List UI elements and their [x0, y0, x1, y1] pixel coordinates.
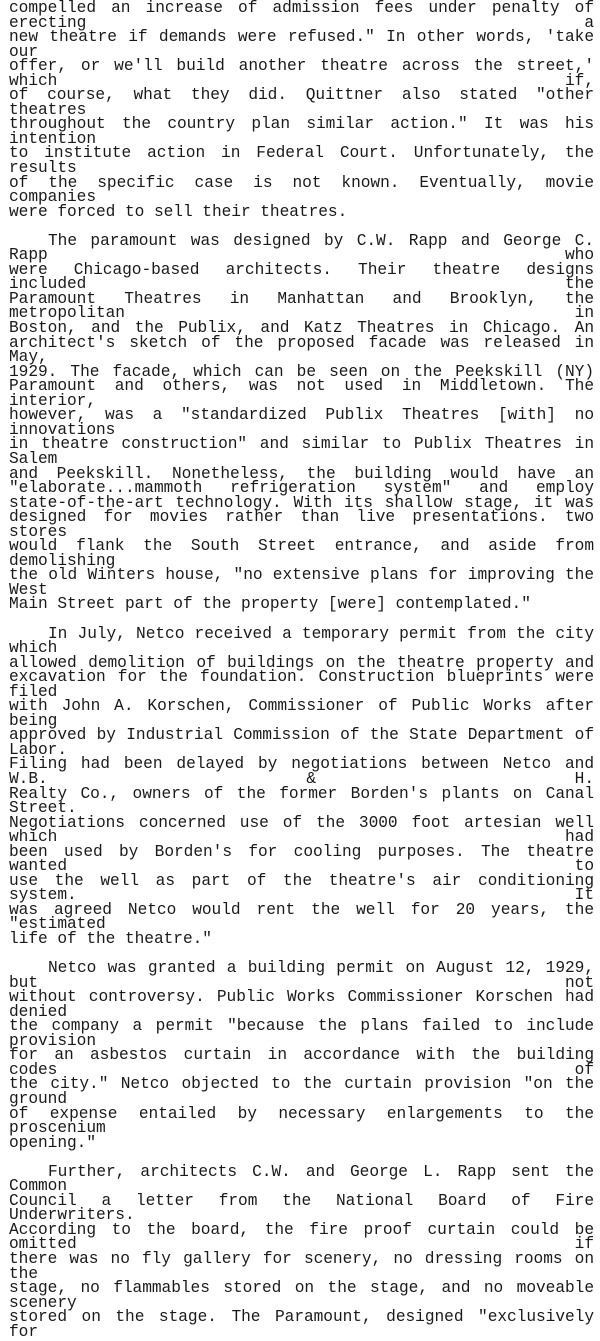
document-page: [9, 1, 594, 1339]
text-line: stored on the stage. The Paramount, designed "exclusively for: [9, 1308, 594, 1341]
text-line: Main Street part of the property [were] contemplated.": [9, 595, 531, 614]
text-line: were Chicago-based architects. Their theatre designs included the: [9, 260, 594, 294]
paragraph-2: [9, 231, 594, 614]
text-line: Filing had been delayed by negotiations between Netco and W.B. & H.: [9, 755, 594, 788]
text-line: life of the theatre.": [9, 930, 212, 948]
text-line: offer, or we'll build another theatre across the street,' which if,: [9, 57, 594, 90]
text-line: "elaborate...mammoth refrigeration system" and employ: [9, 479, 594, 498]
text-line: Boston, and the Publix, and Katz Theatres in Chicago. An: [9, 319, 594, 338]
text-line: the city." Netco objected to the curtain provision "on the ground: [9, 1075, 594, 1109]
text-line: without controversy. Public Works Commissioner Korschen had denied: [9, 988, 594, 1021]
text-line: According to the board, the fire proof curtain could be omitted if: [9, 1220, 594, 1254]
text-line: new theatre if demands were refused." In other words, 'take our: [9, 28, 594, 61]
text-line: to institute action in Federal Court. Unfortunately, the results: [9, 144, 594, 178]
text-line: stage, no flammables stored on the stage, and no moveable scenery: [9, 1279, 594, 1312]
paragraph-4: [9, 961, 594, 1150]
text-line: state-of-the-art technology. With its shallow stage, it was: [9, 493, 594, 512]
text-line: Negotiations concerned use of the 3000 foot artesian well which had: [9, 813, 594, 847]
text-line: the company a permit "because the plans failed to include provision: [9, 1017, 594, 1050]
text-line: of course, what they did. Quittner also stated "other theatres: [9, 86, 594, 119]
text-line: for an asbestos curtain in accordance with the building codes of: [9, 1046, 594, 1079]
text-line: throughout the country plan similar action." It was his intention: [9, 115, 594, 148]
text-line: designed for movies rather than live presentations. two stores: [9, 508, 594, 541]
paragraph-1: [9, 1, 594, 219]
text-line: Further, architects C.W. and George L. Rapp sent the Common: [9, 1162, 594, 1196]
text-line: Paramount Theatres in Manhattan and Brooklyn, the metropolitan in: [9, 289, 594, 323]
text-line: allowed demolition of buildings on the theatre property and: [9, 653, 594, 672]
text-line: and Peekskill. Nonetheless, the building would have an: [9, 464, 594, 483]
paragraph-5: [9, 1162, 594, 1341]
text-line: would flank the South Street entrance, and aside from demolishing: [9, 537, 594, 570]
text-line: The paramount was designed by C.W. Rapp and George C. Rapp who: [9, 231, 594, 265]
text-line: opening.": [9, 1133, 96, 1152]
text-line: architect's sketch of the proposed facade was released in May,: [9, 333, 594, 367]
text-line: with John A. Korschen, Commissioner of Public Works after being: [9, 697, 594, 730]
text-line: In July, Netco received a temporary permit from the city which: [9, 624, 594, 658]
text-line: the old Winters house, "no extensive plans for improving the West: [9, 566, 594, 599]
text-line: 1929. The facade, which can be seen on the Peekskill (NY): [9, 362, 594, 381]
text-line: were forced to sell their theatres.: [9, 202, 348, 221]
text-line: compelled an increase of admission fees under penalty of erecting a: [9, 0, 594, 32]
text-line: of the specific case is not known. Eventually, movie companies: [9, 173, 594, 207]
paragraph-3: [9, 624, 594, 948]
text-line: approved by Industrial Commission of the State Department of Labor.: [9, 726, 594, 759]
text-line: Paramount and others, was not used in Middletown. The interior,: [9, 377, 594, 410]
text-line: Realty Co., owners of the former Borden's plants on Canal Street.: [9, 784, 594, 818]
text-line: Netco was granted a building permit on August 12, 1929, but not: [9, 959, 594, 992]
text-line: of expense entailed by necessary enlargements to the proscenium: [9, 1104, 594, 1138]
text-line: Council a letter from the National Board of Fire Underwriters.: [9, 1191, 594, 1225]
text-line: excavation for the foundation. Construction blueprints were filed: [9, 668, 594, 701]
text-line: however, was a "standardized Publix Theatres [with] no innovations: [9, 406, 594, 439]
text-line: in theatre construction" and similar to Publix Theatres in Salem: [9, 435, 594, 468]
text-line: there was no fly gallery for scenery, no dressing rooms on the: [9, 1250, 594, 1283]
text-line: been used by Borden's for cooling purposes. The theatre wanted to: [9, 842, 594, 876]
text-line: use the well as part of the theatre's air conditioning system. It: [9, 871, 594, 905]
text-line: was agreed Netco would rent the well for 20 years, the "estimated: [9, 900, 594, 934]
